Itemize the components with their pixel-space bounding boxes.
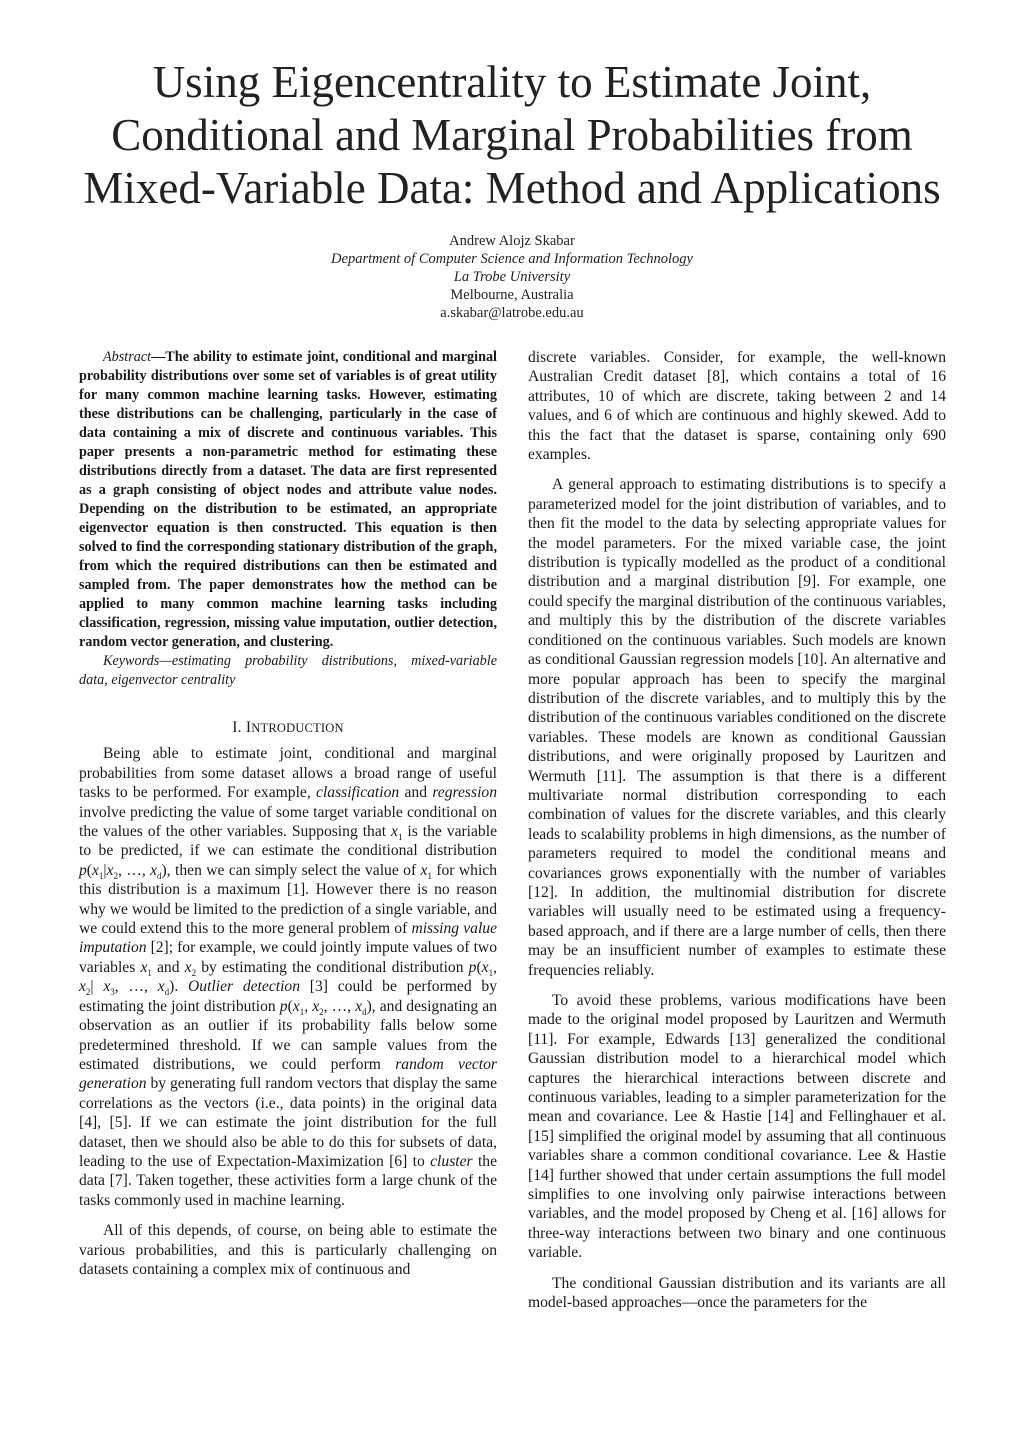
paper-title — [60, 56, 964, 215]
right-paragraph-2: A general approach to estimating distributions is to specify a parameterized model for the joint distribution of variables, and to then fit the model to the data by selecting appropriate values for the model parameters. For the mixed variable case, the joint distribution is typically modelled as the product of a conditional distribution and a marginal distribution [9]. For example, one could specify the marginal distribution of the continuous variables, and multiply this by the distribution of the discrete variables conditioned on the continuous variables. Such models are known as conditional Gaussian regression models [10]. An alternative and more popular approach has been to specify the marginal distribution of the discrete variables, and to multiply this by the distribution of the continuous variables conditioned on the discrete variables. These models are known as conditional Gaussian distributions, and were originally proposed by Lauritzen and Wermuth [11]. The assumption is that there is a different multivariate normal distribution corresponding to each combination of values for the discrete variables, and this clearly leads to scalability problems in high dimensions, as the number of parameters required to model the conditional means and covariances grows exponentially with the number of variables [12]. In addition, the multinomial distribution for discrete variables will usually need to be estimated using a frequency-based approach, and if there are a large number of cells, then there may be an insufficient number of examples to estimate these frequencies reliably. — [528, 476, 946, 979]
abstract-text: —The ability to estimate joint, conditional and marginal probability distributions over some set of variables is of great utility for many common machine learning tasks. However, estimating these distributions can be challenging, particularly in the case of data containing a mix of discrete and continuous variables. This paper presents a non-parametric method for estimating these distributions directly from a dataset. The data are first represented as a graph consisting of object nodes and attribute value nodes. Depending on the distribution to be estimated, an appropriate eigenvector equation is then constructed. This equation is then solved to find the corresponding stationary distribution of the graph, from which the required distributions can then be estimated and sampled from. The paper demonstrates how the method can be applied to many common machine learning tasks including classification, regression, missing value imputation, outlier detection, random vector generation, and clustering. — [79, 349, 497, 650]
author-department: Department of Computer Science and Information Technology — [331, 251, 693, 267]
right-column — [528, 348, 946, 1313]
author-block — [212, 232, 812, 322]
section-heading-introduction: I. INTRODUCTION — [232, 719, 344, 736]
intro-paragraph-1: Being able to estimate joint, conditional and marginal probabilities from some dataset allows a broad range of useful tasks to be performed. For example, classification and regression involve predicting the value of some target variable conditional on the values of the other variables. Supposing that $x_1$ is the variable to be predicted, if we can estimate the conditional distribution $p(x_1|x_2$, …, $x_d$), then we can simply select the value of $x_1$ for which this distribution is a maximum [1]. However there is no reason why we would be limited to the prediction of a single variable, and we could extend this to the more general problem of missing value imputation [2]; for example, we could jointly impute values of two variables $x_1$ and $x_2$ by estimating the conditional distribution $p(x_1$, $x_2|$ $x_3$, …, $x_d$). Outlier detection [3] could be performed by estimating the joint distribution $p(x_1$, $x_2$, …, $x_d$), and designating an observation as an outlier if its probability falls below some predetermined threshold. If we can sample values from the estimated distributions, we could perform random vector generation by generating full random vectors that display the same correlations as the vectors (i.e., data points) in the original data [4], [5]. If we can estimate the joint distribution for the full dataset, then we should also be able to do this for subsets of data, leading to the use of Expectation-Maximization [6] to cluster the data [7]. Taken together, these activities form a large chunk of the tasks commonly used in machine learning. — [79, 745, 498, 1209]
intro-paragraph-2: All of this depends, of course, on being able to estimate the various probabilities, and this is particularly challenging on datasets containing a complex mix of continuous and — [79, 1222, 497, 1278]
author-location: Melbourne, Australia — [450, 287, 574, 303]
right-paragraph-3: To avoid these problems, various modifications have been made to the original model proposed by Lauritzen and Wermuth [11]. For example, Edwards [13] generalized the conditional Gaussian distribution model to a hierarchical model which captures the hierarchical interactions between discrete and continuous variables, leading to a simpler parameterization for the mean and covariance. Lee & Hastie [14] and Fellinghauer et al. [15] simplified the original model by assuming that all continuous variables share a common conditional covariance. Lee & Hastie [14] further showed that under certain assumptions the full model simplifies to one involving only pairwise interactions between variables, and the model proposed by Cheng et al. [16] allows for three-way interactions between two binary and one continuous variable. — [528, 992, 946, 1262]
keywords: Keywords—estimating probability distributions, mixed-variable data, eigenvector centrality — [79, 653, 497, 688]
right-paragraph-4: The conditional Gaussian distribution and its variants are all model-based approaches—once the parameters for the — [528, 1274, 946, 1312]
author-university: La Trobe University — [453, 269, 571, 285]
left-column — [79, 348, 497, 1279]
abstract-label: Abstract — [103, 349, 152, 365]
author-email: a.skabar@latrobe.edu.au — [440, 305, 584, 321]
author-name: Andrew Alojz Skabar — [449, 233, 575, 249]
right-paragraph-1: discrete variables. Consider, for example, the well-known Australian Credit dataset [8], which contains a total of 16 attributes, 10 of which are discrete, taking between 2 and 14 values, and 6 of which are continuous and highly skewed. Add to this the fact that the dataset is sparse, containing only 690 examples. — [528, 349, 946, 464]
title-line-2: Conditional and Marginal Probabilities from — [111, 110, 913, 160]
abstract — [79, 348, 497, 652]
title-line-3: Mixed-Variable Data: Method and Applications — [83, 163, 941, 213]
title-line-1: Using Eigencentrality to Estimate Joint, — [152, 57, 872, 107]
